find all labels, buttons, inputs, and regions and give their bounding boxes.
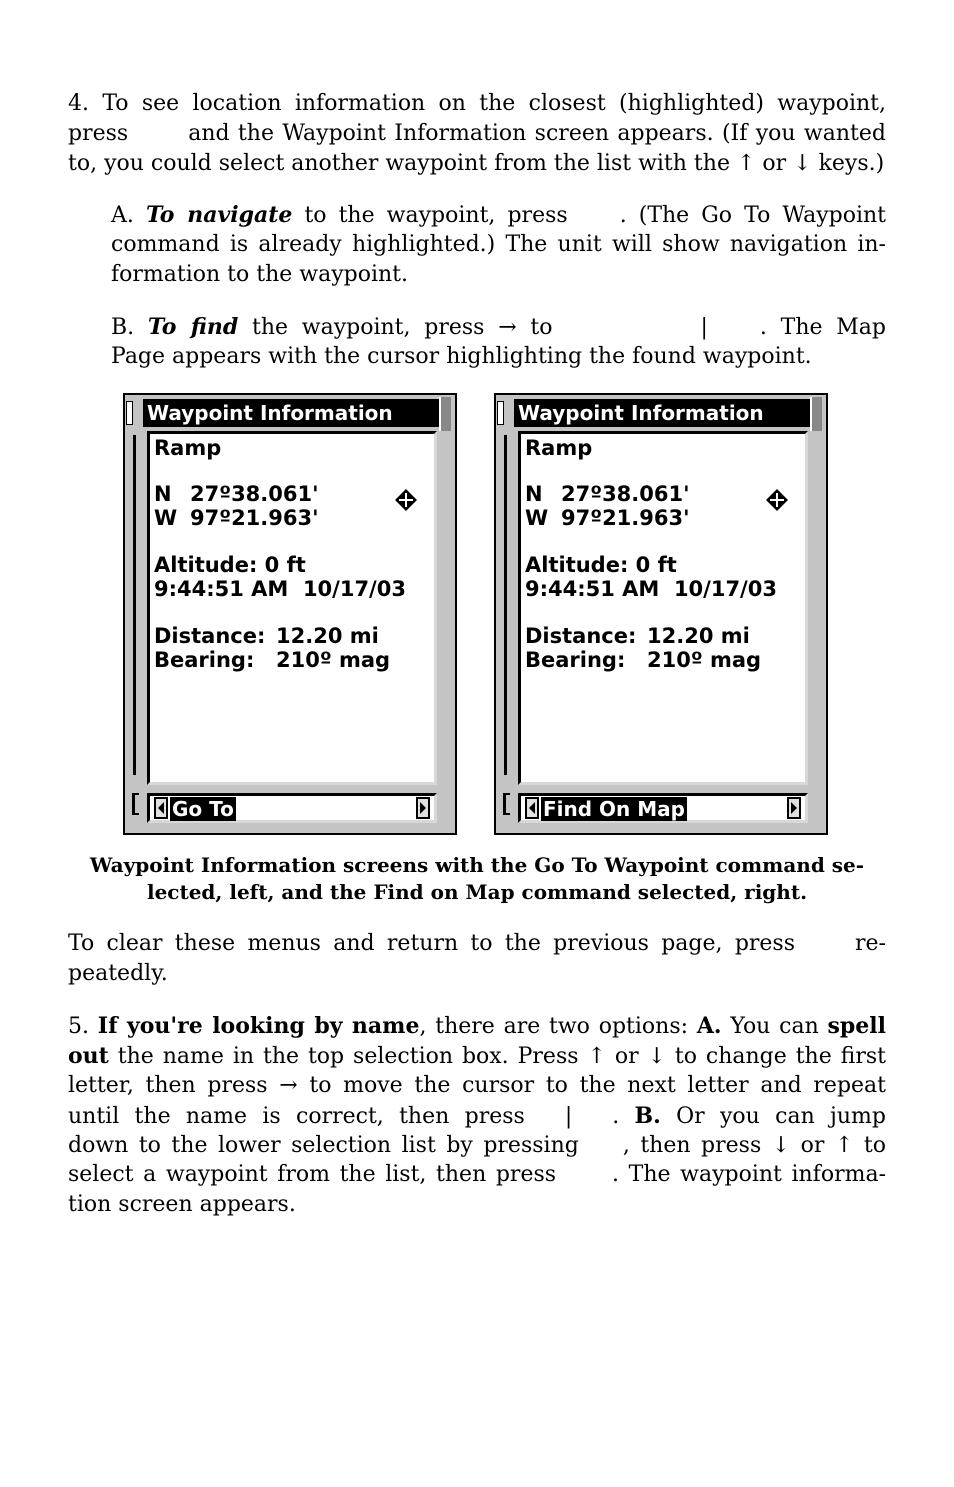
step-5-text-1: , there are two options: xyxy=(419,1014,689,1039)
step-5-option-b: B. xyxy=(634,1103,661,1129)
latitude-value: 27º38.061' xyxy=(190,482,319,506)
step-5-text-2: You can xyxy=(730,1014,819,1039)
step-5-text-6b: . The waypoint informa- xyxy=(612,1162,886,1187)
step-4-line-1: 4. To see location information on the closest (highlighted) waypoint, xyxy=(68,91,886,116)
step-a-line-1 xyxy=(111,200,886,231)
screen-title: Waypoint Information xyxy=(514,399,810,427)
step-a-emphasis: To navigate xyxy=(145,202,293,228)
waypoint-info-screen-left xyxy=(123,393,457,835)
step-5-line-2 xyxy=(68,1041,886,1072)
step-b-line-1 xyxy=(111,312,886,343)
step-5-text-6a: select a waypoint from the list, then press xyxy=(68,1162,557,1187)
lon-hemisphere: W xyxy=(154,506,178,530)
screen-title: Waypoint Information xyxy=(143,399,439,427)
step-5-line-3: letter, then press → to move the cursor to the next letter and repeat xyxy=(68,1073,886,1098)
left-tick xyxy=(132,793,139,815)
waypoint-name: Ramp xyxy=(525,436,593,460)
bearing-label: Bearing: xyxy=(525,648,626,672)
distance-label: Distance: xyxy=(525,624,637,648)
left-bar xyxy=(133,435,136,775)
edge-mark xyxy=(497,401,504,425)
step-a-text-2: . (The Go To Waypoint xyxy=(619,203,886,228)
figure-caption xyxy=(68,852,886,906)
clear-line-1 xyxy=(68,929,886,959)
longitude-value: 97º21.963' xyxy=(190,506,319,530)
left-tick xyxy=(503,793,510,815)
step-5-bold-name: If you're looking by name xyxy=(97,1013,420,1039)
step-4-line-3: to, you could select another waypoint from the list with the ↑ or ↓ keys.) xyxy=(68,151,885,176)
waypoint-name: Ramp xyxy=(154,436,222,460)
diamond-cross-icon xyxy=(765,488,789,517)
step-b-separator: | xyxy=(700,315,708,340)
lon-hemisphere: W xyxy=(525,506,549,530)
step-5-text-3: the name in the top selection box. Press ↑ or ↓ to change the first xyxy=(117,1044,886,1069)
command-go-to[interactable]: Go To xyxy=(172,797,234,821)
command-selector[interactable] xyxy=(518,793,808,823)
step-5-bold-out: out xyxy=(68,1043,109,1069)
altitude: Altitude: 0 ft xyxy=(154,553,306,577)
edge-mark xyxy=(126,401,133,425)
bearing-value: 210º mag xyxy=(647,648,762,672)
date-time: 9:44:51 AM 10/17/03 xyxy=(525,577,777,601)
left-arrow-icon[interactable] xyxy=(525,797,539,819)
distance-value: 12.20 mi xyxy=(647,624,750,648)
step-5-line-7: tion screen appears. xyxy=(68,1192,296,1217)
step-b-letter: B. xyxy=(111,315,135,340)
command-find-on-map[interactable]: Find On Map xyxy=(543,797,685,821)
step-5-option-a: A. xyxy=(696,1013,722,1039)
step-5-text-5b: , then press ↓ or ↑ to xyxy=(622,1133,886,1158)
lat-hemisphere: N xyxy=(525,482,543,506)
step-b-emphasis: To find xyxy=(147,314,239,340)
clear-line-2: peatedly. xyxy=(68,961,168,986)
step-5-number: 5. xyxy=(68,1014,89,1039)
longitude-value: 97º21.963' xyxy=(561,506,690,530)
step-5-line-1 xyxy=(68,1011,886,1042)
step-5-text-4a: until the name is correct, then press xyxy=(68,1104,525,1129)
caption-line-1: Waypoint Information screens with the Go To Waypoint command se- xyxy=(89,853,865,877)
step-5-line-5 xyxy=(68,1131,886,1161)
left-arrow-icon[interactable] xyxy=(154,797,168,819)
step-4-line-2 xyxy=(68,119,886,149)
step-a-line-3: formation to the waypoint. xyxy=(111,262,409,287)
bearing-label: Bearing: xyxy=(154,648,255,672)
clear-text-2: re- xyxy=(855,931,886,956)
left-bar xyxy=(504,435,507,775)
diamond-cross-icon xyxy=(394,488,418,517)
distance-value: 12.20 mi xyxy=(276,624,379,648)
lat-hemisphere: N xyxy=(154,482,172,506)
latitude-value: 27º38.061' xyxy=(561,482,690,506)
distance-label: Distance: xyxy=(154,624,266,648)
scrollbar[interactable] xyxy=(439,397,451,431)
waypoint-info-panel xyxy=(518,431,808,785)
bearing-value: 210º mag xyxy=(276,648,391,672)
step-b-text-2: . The Map xyxy=(759,315,886,340)
step-5-line-6 xyxy=(68,1160,886,1190)
step-4-press: press xyxy=(68,121,129,146)
date-time: 9:44:51 AM 10/17/03 xyxy=(154,577,406,601)
right-arrow-icon[interactable] xyxy=(416,797,430,819)
step-5-period: . xyxy=(612,1104,620,1129)
step-b-line-2: Page appears with the cursor highlighting the found waypoint. xyxy=(111,344,812,369)
step-a-line-2: command is already highlighted.) The unit will show navigation in- xyxy=(111,232,886,257)
clear-text-1: To clear these menus and return to the previous page, press xyxy=(68,931,796,956)
step-a-text-1: to the waypoint, press xyxy=(304,203,568,228)
command-selector[interactable] xyxy=(147,793,437,823)
step-4-waypoint-info-text: and the Waypoint Information screen appears. (If you wanted xyxy=(188,121,886,146)
step-b-text-1: the waypoint, press → to xyxy=(251,315,553,340)
step-a-letter: A. xyxy=(111,203,134,228)
step-5-text-4c: Or you can jump xyxy=(676,1104,886,1129)
altitude: Altitude: 0 ft xyxy=(525,553,677,577)
waypoint-info-screen-right xyxy=(494,393,828,835)
step-5-line-4 xyxy=(68,1101,886,1132)
step-5-text-5a: down to the lower selection list by pressing xyxy=(68,1133,579,1158)
waypoint-info-panel xyxy=(147,431,437,785)
step-5-bold-spell: spell xyxy=(827,1013,887,1039)
scrollbar[interactable] xyxy=(810,397,822,431)
step-5-separator: | xyxy=(564,1104,573,1129)
right-arrow-icon[interactable] xyxy=(787,797,801,819)
caption-line-2: lected, left, and the Find on Map command selected, right. xyxy=(146,880,808,904)
